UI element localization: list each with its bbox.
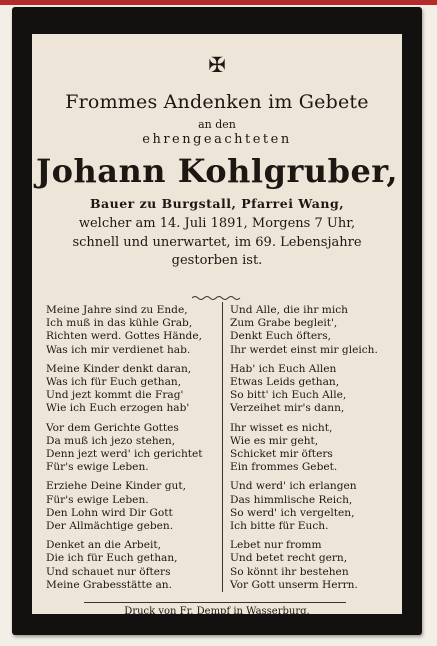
died-line: gestorben ist.	[171, 253, 263, 268]
verse-stanza	[46, 422, 216, 475]
verse-line: Richten werd. Gottes Hände,	[46, 330, 202, 343]
honorific-text: ehrengeachteten	[142, 132, 292, 147]
verse-line: Für's ewige Leben.	[46, 493, 149, 506]
deceased-name: Johann Kohlgruber,	[36, 152, 398, 190]
verse-stanza	[46, 363, 216, 416]
verse-column-left	[46, 304, 216, 598]
verse-column-right	[230, 304, 400, 598]
occupation-line: Bauer zu Burgstall, Pfarrei Wang,	[89, 196, 345, 211]
verse-line: Und schauet nur öfters	[46, 565, 171, 578]
card-paper	[32, 34, 402, 617]
footer-rule	[84, 602, 346, 603]
verse-line: Meine Grabesstätte an.	[46, 578, 172, 591]
verse-line: Und betet recht gern,	[230, 552, 348, 565]
top-red-strip	[0, 0, 437, 5]
verse-line: So bitt' ich Euch Alle,	[230, 389, 347, 402]
death-circumstance-line: schnell und unerwartet, im 69. Lebensjahre	[72, 235, 362, 250]
verse-line: Wie ich Euch erzogen hab'	[46, 402, 190, 415]
verse-line: So werd' ich vergelten,	[230, 506, 355, 519]
verse-line: Erziehe Deine Kinder gut,	[46, 480, 186, 493]
verse-stanza	[230, 304, 400, 357]
an-den-text: an den	[198, 118, 236, 131]
verse-line: So könnt ihr bestehen	[230, 565, 349, 578]
verse-stanza	[230, 422, 400, 475]
verse-line: Zum Grabe begleit',	[230, 317, 338, 330]
verse-line: Für's ewige Leben.	[46, 461, 149, 474]
verse-line: Ich bitte für Euch.	[230, 520, 329, 533]
verse-stanza	[230, 480, 400, 533]
verse-line: Was ich mir verdienet hab.	[46, 343, 191, 356]
verse-stanza	[230, 363, 400, 416]
memorial-card	[12, 7, 422, 635]
verse-line: Den Lohn wird Dir Gott	[46, 506, 173, 519]
verse-line: Etwas Leids gethan,	[230, 376, 340, 389]
card-title: Frommes Andenken im Gebete	[65, 91, 369, 113]
verse-line: Ein frommes Gebet.	[230, 461, 338, 474]
verse-line: Das himmlische Reich,	[230, 493, 353, 506]
verse-stanza	[46, 304, 216, 357]
verse-line: Denn jezt werd' ich gerichtet	[46, 448, 203, 461]
death-date-line: welcher am 14. Juli 1891, Morgens 7 Uhr,	[78, 216, 356, 231]
verse-line: Der Allmächtige geben.	[46, 520, 174, 533]
verse-line: Denket an die Arbeit,	[46, 539, 161, 552]
verse-line: Schicket mir öfters	[230, 448, 333, 461]
verse-line: Wie es mir geht,	[230, 434, 319, 447]
verse-stanza	[46, 539, 216, 592]
verse-line: Hab' ich Euch Allen	[230, 362, 337, 375]
verse-line: Lebet nur fromm	[230, 539, 322, 552]
verse-line: Und jezt kommt die Frag'	[46, 389, 184, 402]
printer-footer: Druck von Fr. Dempf in Wasserburg.	[124, 606, 310, 617]
verse-line: Vor Gott unserm Herrn.	[230, 578, 358, 591]
verse-line: Die ich für Euch gethan,	[46, 552, 178, 565]
verse-line: Vor dem Gerichte Gottes	[46, 421, 179, 434]
verse-line: Ihr wisset es nicht,	[230, 421, 333, 434]
verse-line: Was ich für Euch gethan,	[46, 376, 182, 389]
verse-line: Ich muß in das kühle Grab,	[46, 317, 193, 330]
cross-icon: ✠	[208, 53, 226, 77]
verse-line: Meine Jahre sind zu Ende,	[46, 304, 188, 316]
verse-stanza	[46, 480, 216, 533]
verse-line: Verzeihet mir's dann,	[230, 402, 345, 415]
verse-line: Und Alle, die ihr mich	[230, 304, 348, 316]
verse-line: Und werd' ich erlangen	[230, 480, 357, 493]
ornament-divider	[192, 295, 242, 301]
verse-stanza	[230, 539, 400, 592]
verse-line: Meine Kinder denkt daran,	[46, 362, 192, 375]
verse-line: Da muß ich jezo stehen,	[46, 434, 176, 447]
column-divider	[222, 302, 223, 592]
verse-line: Ihr werdet einst mir gleich.	[230, 343, 378, 356]
verse-line: Denkt Euch öfters,	[230, 330, 332, 343]
